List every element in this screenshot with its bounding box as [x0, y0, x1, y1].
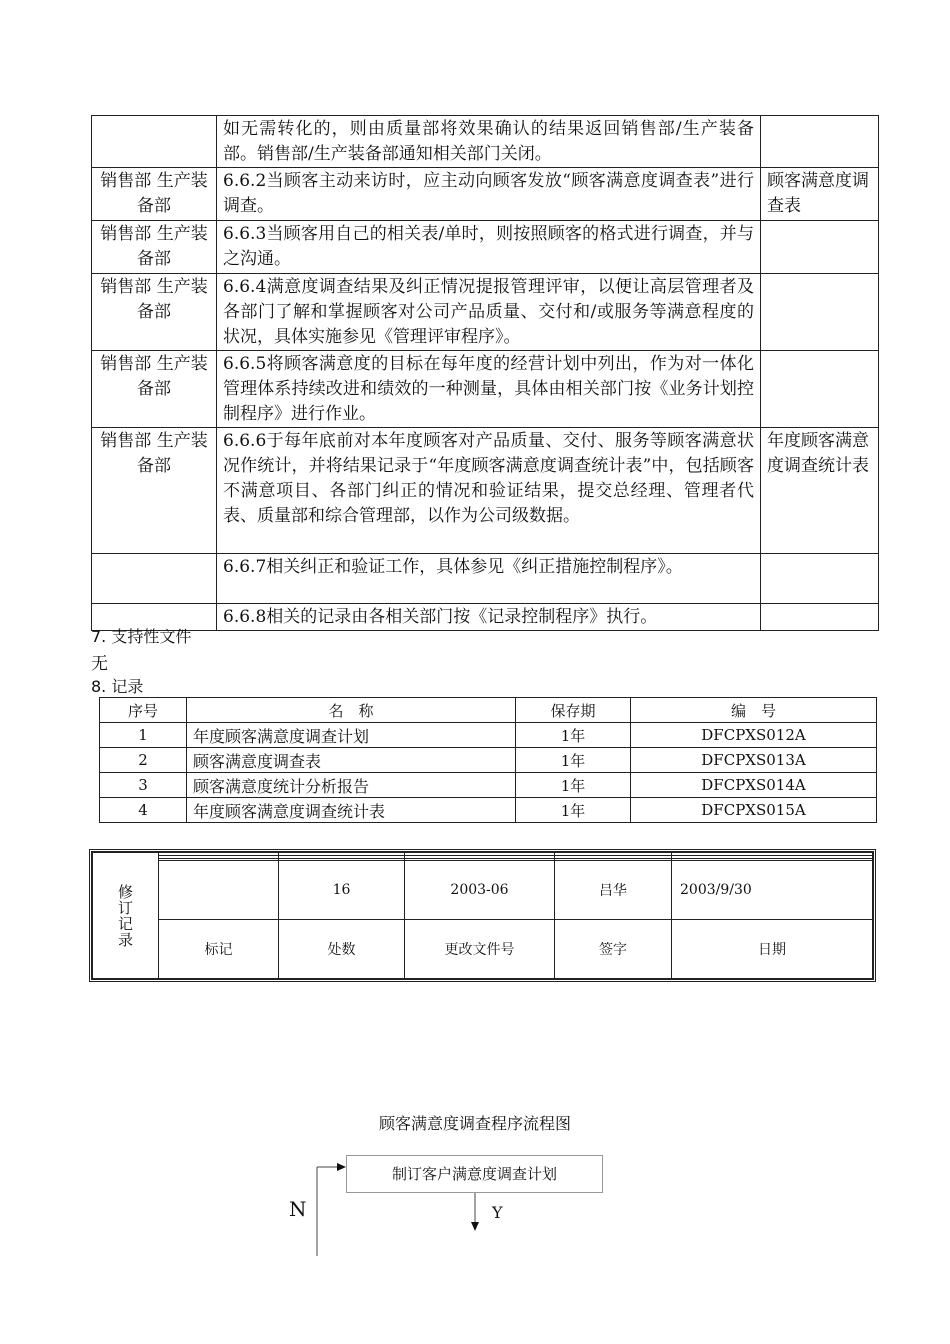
section-7-body: 无 [91, 654, 108, 674]
dept-cell: 销售部 生产装备部 [92, 168, 217, 221]
section-7-heading: 7. 支持性文件 [91, 627, 192, 646]
revision-side-label [93, 853, 159, 979]
procedure-text: 6.6.5将顾客满意度的目标在每年度的经营计划中列出，作为对一体化管理体系持续改进和绩效的一种测量，具体由相关部门按《业务计划控制程序》进行作业。 [217, 351, 761, 428]
footer-date-label: 日期 [672, 920, 873, 979]
table-row [92, 428, 879, 554]
table-row [100, 798, 877, 823]
flowchart-no-label: N [289, 1197, 307, 1221]
col-header-name: 名 称 [187, 698, 516, 723]
dept-cell: 销售部 生产装备部 [92, 274, 217, 351]
col-header-code: 编 号 [631, 698, 877, 723]
record-cell [761, 274, 879, 351]
record-cell: 顾客满意度调查表 [761, 168, 879, 221]
table-row [92, 168, 879, 221]
flowchart-yes-label: Y [492, 1203, 503, 1222]
arrow-down-icon [471, 1222, 479, 1231]
table-row [92, 604, 879, 631]
record-cell: 年度顾客满意度调查统计表 [761, 428, 879, 554]
revision-table [92, 852, 873, 979]
record-name: 年度顾客满意度调查计划 [187, 723, 516, 748]
table-row [92, 221, 879, 274]
footer-mark-label: 标记 [159, 920, 279, 979]
record-name: 年度顾客满意度调查统计表 [187, 798, 516, 823]
revision-side-char: 记 [117, 914, 133, 933]
dept-cell: 销售部 生产装备部 [92, 221, 217, 274]
table-row [100, 748, 877, 773]
table-row [92, 116, 879, 168]
record-index: 4 [100, 798, 187, 823]
record-code: DFCPXS012A [631, 723, 877, 748]
dept-cell: 销售部 生产装备部 [92, 351, 217, 428]
section-8-heading: 8. 记录 [91, 677, 144, 696]
record-retention: 1年 [516, 723, 631, 748]
flowchart-title: 顾客满意度调查程序流程图 [378, 1114, 571, 1133]
record-cell [761, 116, 879, 168]
record-code: DFCPXS015A [631, 798, 877, 823]
records-table [99, 697, 877, 823]
record-name: 顾客满意度统计分析报告 [187, 773, 516, 798]
table-footer-row [93, 920, 873, 979]
procedure-text: 6.6.8相关的记录由各相关部门按《记录控制程序》执行。 [217, 604, 761, 631]
dept-cell: 销售部 生产装备部 [92, 428, 217, 554]
revision-side-char: 修 [117, 882, 133, 901]
record-code: DFCPXS014A [631, 773, 877, 798]
table-row [100, 773, 877, 798]
procedure-text: 6.6.4满意度调查结果及纠正情况提报管理评审，以便让高层管理者及各部门了解和掌握顾客对公司产品质量、交付和/或服务等满意程度的状况，具体实施参见《管理评审程序》。 [217, 274, 761, 351]
revision-table-frame [89, 849, 876, 982]
revision-doc-number: 2003-06 [405, 861, 555, 920]
procedure-text: 6.6.2当顾客主动来访时，应主动向顾客发放“顾客满意度调查表”进行调查。 [217, 168, 761, 221]
table-row [100, 723, 877, 748]
record-index: 1 [100, 723, 187, 748]
procedure-table [91, 115, 879, 631]
revision-date: 2003/9/30 [672, 861, 873, 920]
record-cell [761, 604, 879, 631]
revision-side-char: 录 [117, 930, 133, 949]
record-cell [761, 221, 879, 274]
table-row [92, 554, 879, 604]
record-retention: 1年 [516, 798, 631, 823]
record-cell [761, 554, 879, 604]
dept-cell [92, 554, 217, 604]
table-header-row [100, 698, 877, 723]
procedure-text: 6.6.6于每年底前对本年度顾客对产品质量、交付、服务等顾客满意状况作统计，并将结果记录于“年度顾客满意度调查统计表”中，包括顾客不满意项目、各部门纠正的情况和验证结果，提交总经理、管理者代表、质量部和综合管理部，以作为公司级数据。 [217, 428, 761, 554]
revision-side-char: 订 [117, 898, 133, 917]
record-index: 3 [100, 773, 187, 798]
footer-doc-label: 更改文件号 [405, 920, 555, 979]
col-header-retention: 保存期 [516, 698, 631, 723]
record-name: 顾客满意度调查表 [187, 748, 516, 773]
revision-mark [159, 861, 279, 920]
footer-count-label: 处数 [279, 920, 405, 979]
table-row [92, 274, 879, 351]
record-retention: 1年 [516, 773, 631, 798]
col-header-index: 序号 [100, 698, 187, 723]
table-row [93, 861, 873, 920]
dept-cell [92, 116, 217, 168]
procedure-text: 6.6.7相关纠正和验证工作，具体参见《纠正措施控制程序》。 [217, 554, 761, 604]
record-cell [761, 351, 879, 428]
record-index: 2 [100, 748, 187, 773]
footer-signature-label: 签字 [555, 920, 672, 979]
revision-signature: 吕华 [555, 861, 672, 920]
arrow-right-icon [337, 1163, 346, 1171]
table-row [92, 351, 879, 428]
procedure-text: 6.6.3当顾客用自己的相关表/单时，则按照顾客的格式进行调查，并与之沟通。 [217, 221, 761, 274]
record-code: DFCPXS013A [631, 748, 877, 773]
revision-count: 16 [279, 861, 405, 920]
flowchart-step-box: 制订客户满意度调查计划 [346, 1155, 603, 1193]
record-retention: 1年 [516, 748, 631, 773]
procedure-text: 如无需转化的，则由质量部将效果确认的结果返回销售部/生产装备部。销售部/生产装备部通知相关部门关闭。 [217, 116, 761, 168]
